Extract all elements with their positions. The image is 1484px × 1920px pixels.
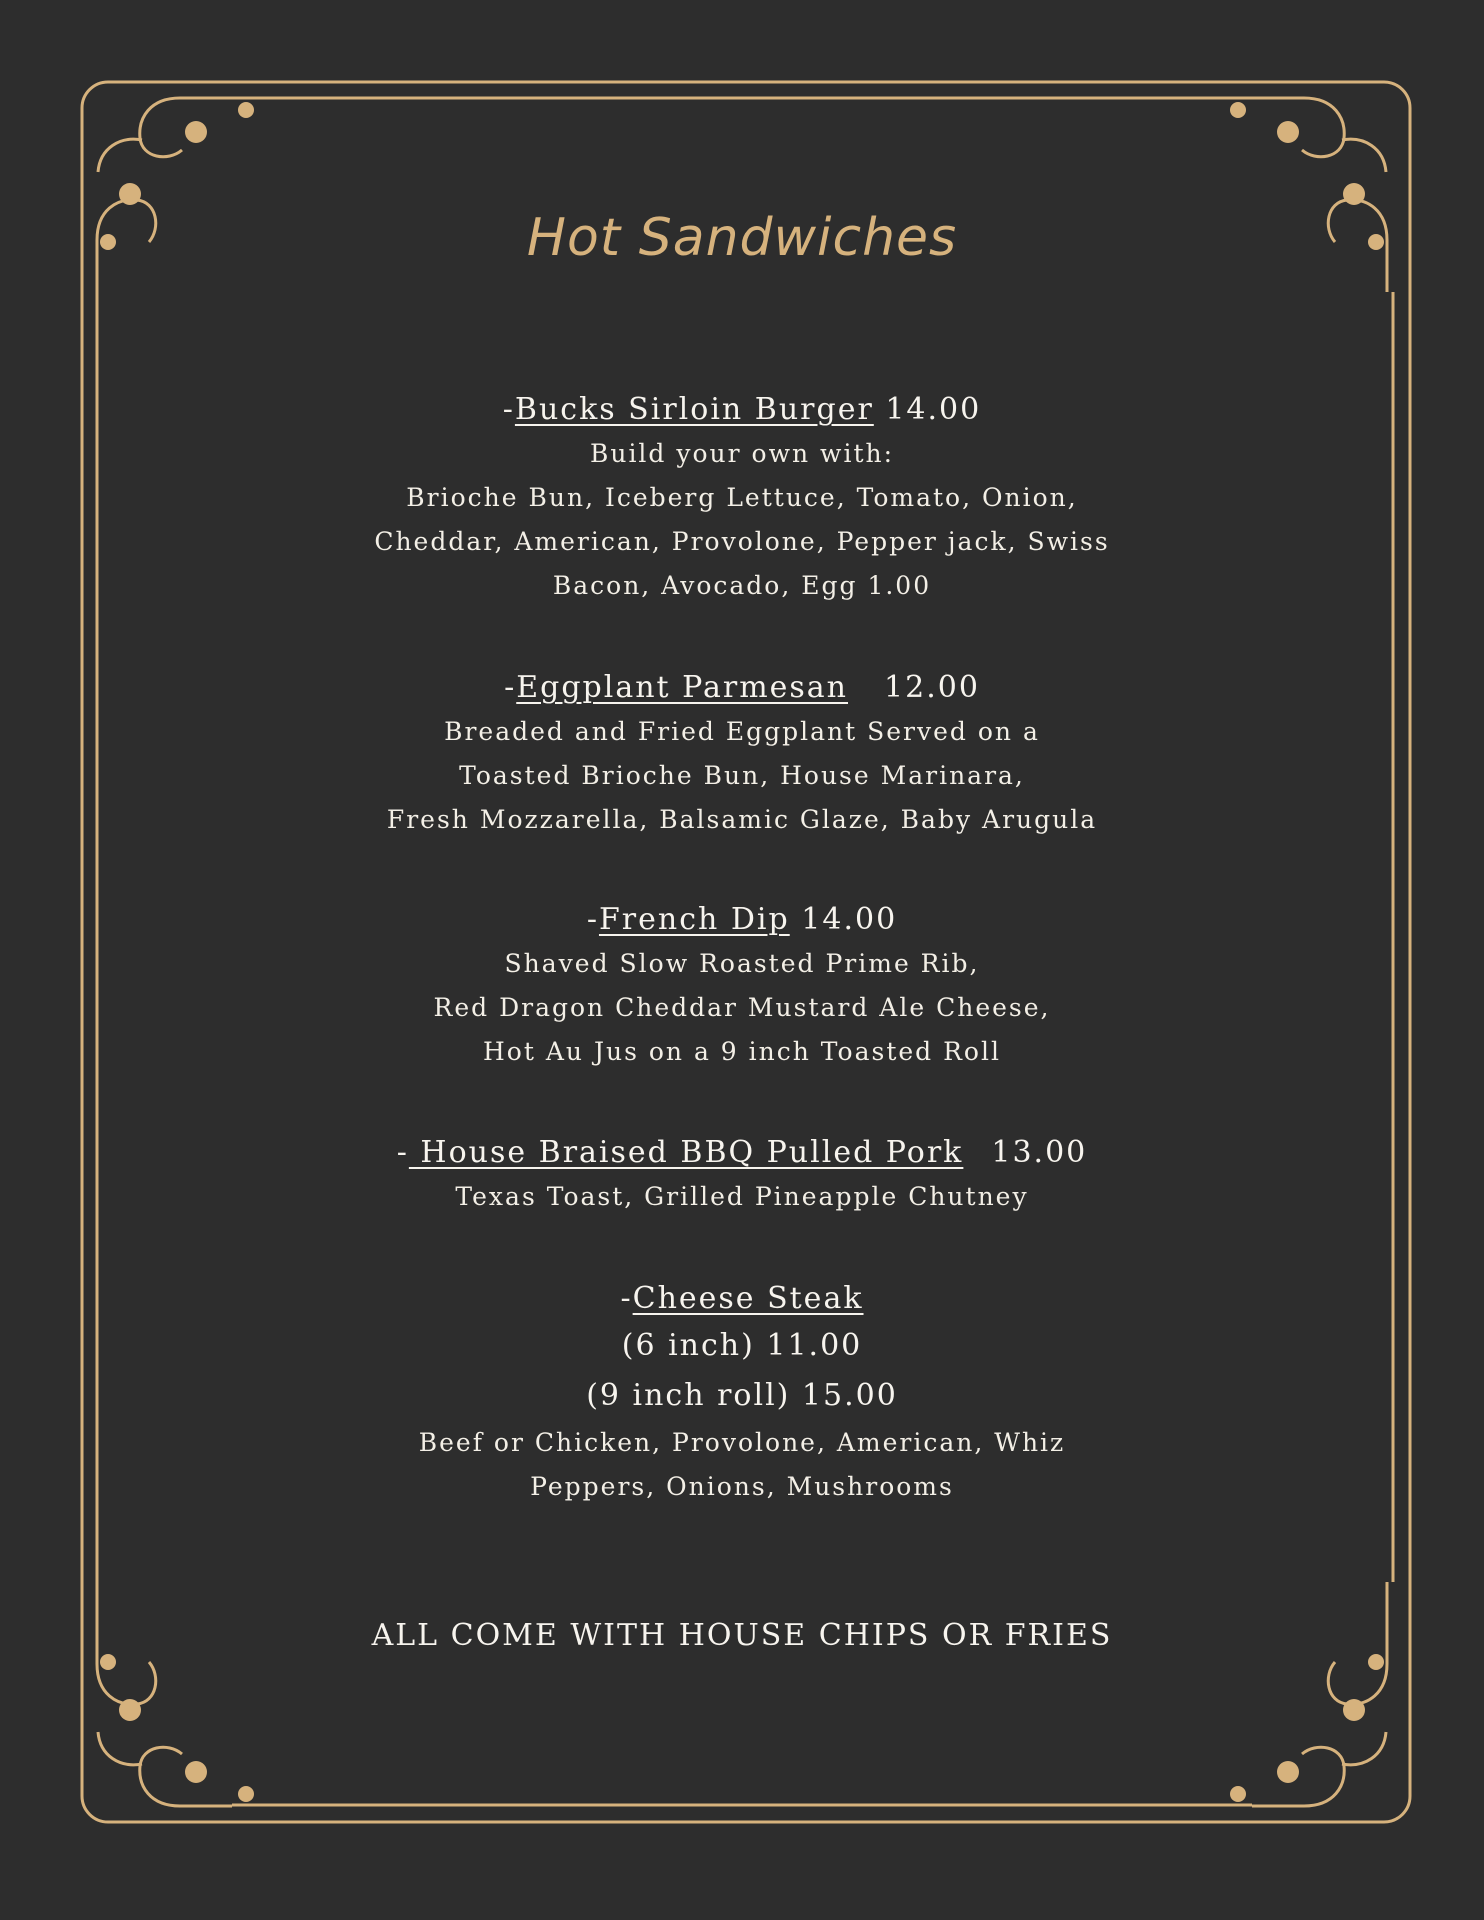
menu-title: Hot Sandwiches (526, 208, 958, 268)
item-name: House Braised BBQ Pulled Pork (408, 1135, 964, 1170)
menu-item-heading (0, 388, 1484, 432)
item-price: 12.00 (884, 670, 980, 705)
menu-item (0, 666, 1484, 842)
menu-item (0, 388, 1484, 608)
item-price: 13.00 (991, 1135, 1088, 1170)
item-description-line: Beef or Chicken, Provolone, American, Whiz (418, 1428, 1066, 1457)
item-size-price: (9 inch roll) 15.00 (586, 1378, 898, 1413)
item-description-line: Texas Toast, Grilled Pineapple Chutney (455, 1182, 1029, 1211)
item-price: 14.00 (885, 392, 982, 427)
menu-item (0, 1277, 1484, 1509)
menu-item (0, 898, 1484, 1074)
item-description-line: Brioche Bun, Iceberg Lettuce, Tomato, Onion, (406, 483, 1078, 512)
item-description-line: Toasted Brioche Bun, House Marinara, (459, 761, 1025, 790)
item-description-line: Hot Au Jus on a 9 inch Toasted Roll (483, 1037, 1001, 1066)
item-name: Eggplant Parmesan (516, 670, 849, 705)
item-description-line: Bacon, Avocado, Egg 1.00 (552, 571, 932, 600)
item-size-price: (6 inch) 11.00 (621, 1328, 863, 1363)
menu-item-heading (0, 1131, 1484, 1175)
item-name: Bucks Sirloin Burger (514, 392, 874, 427)
item-description-line: Fresh Mozzarella, Balsamic Glaze, Baby Arugula (386, 805, 1098, 834)
item-description-line: Cheddar, American, Provolone, Pepper jack, Swiss (374, 527, 1110, 556)
item-dash: - (504, 670, 517, 705)
menu-item-heading (0, 666, 1484, 710)
menu-item-heading (0, 898, 1484, 942)
menu-item (0, 1131, 1484, 1219)
item-dash: - (586, 902, 599, 937)
item-description-line: Shaved Slow Roasted Prime Rib, (504, 949, 980, 978)
item-name: French Dip (598, 902, 790, 937)
item-description-line: Build your own with: (589, 439, 895, 468)
item-description-line: Red Dragon Cheddar Mustard Ale Cheese, (433, 993, 1051, 1022)
menu-footer-note: ALL COME WITH HOUSE CHIPS OR FRIES (371, 1618, 1113, 1653)
item-description-line: Peppers, Onions, Mushrooms (530, 1472, 954, 1501)
item-dash: - (620, 1281, 633, 1316)
item-name: Cheese Steak (632, 1281, 864, 1316)
item-description-line: Breaded and Fried Eggplant Served on a (444, 717, 1040, 746)
item-price: 14.00 (801, 902, 898, 937)
item-dash: - (502, 392, 515, 427)
menu-item-heading (0, 1277, 1484, 1321)
item-dash: - (396, 1135, 409, 1170)
